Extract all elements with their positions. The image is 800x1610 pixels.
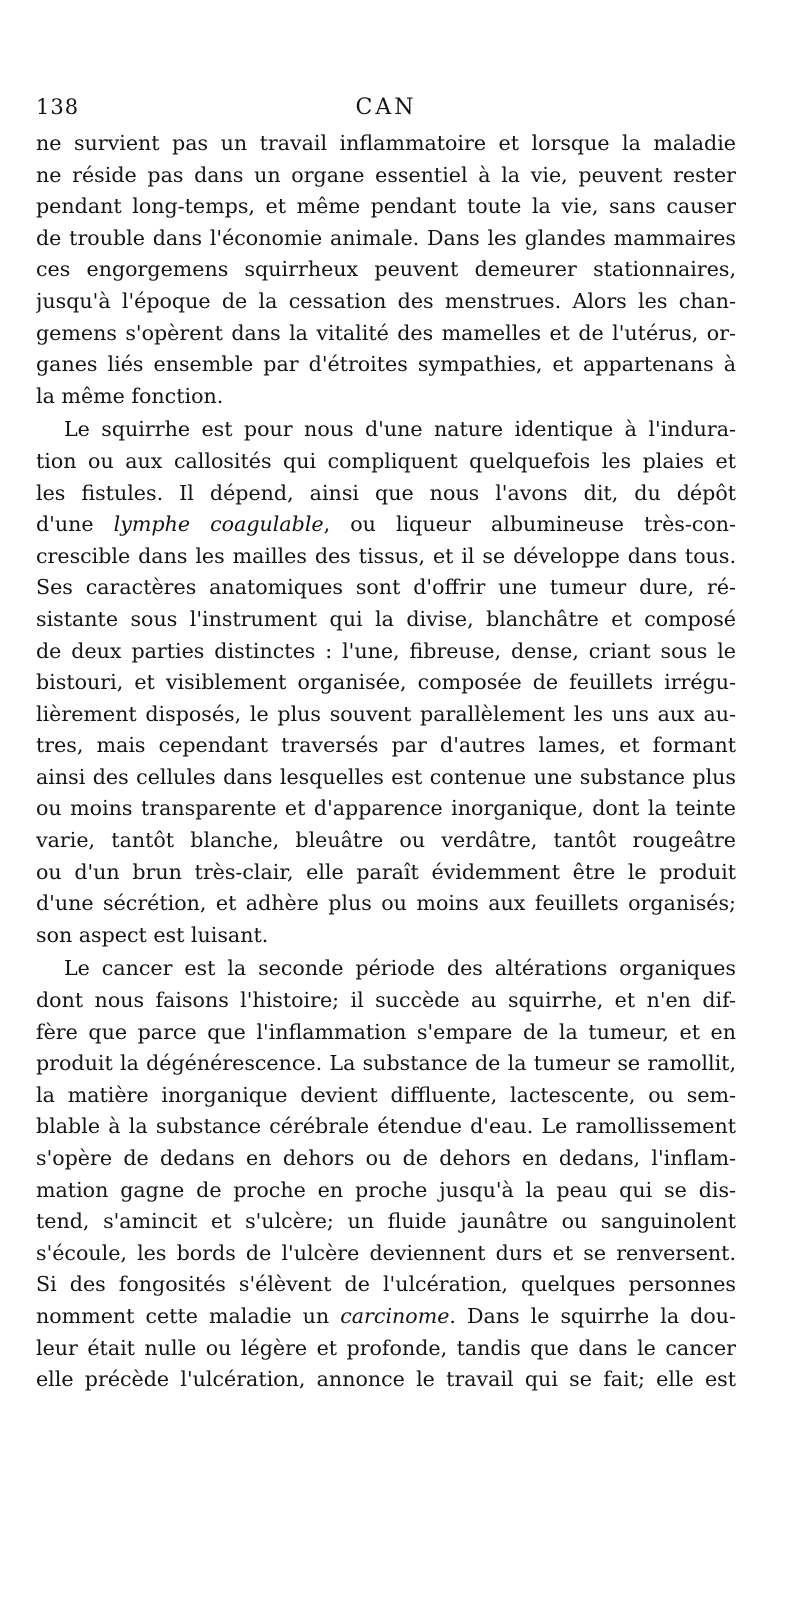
text-line: produit la dégénérescence. La substance de la tumeur se ramollit, bbox=[36, 1051, 736, 1076]
text-line: varie, tantôt blanche, bleuâtre ou verdâtre, tantôt rougeâtre bbox=[36, 828, 736, 853]
running-head bbox=[36, 95, 736, 127]
text-line: s'opère de dedans en dehors ou de dehors en dedans, l'inflam- bbox=[36, 1146, 736, 1170]
text-line: mation gagne de proche en proche jusqu'à la peau qui se dis- bbox=[36, 1177, 736, 1202]
text-line: gemens s'opèrent dans la vitalité des mamelles et de l'utérus, or- bbox=[36, 320, 736, 345]
text-line: sistante sous l'instrument qui la divise, blanchâtre et composé bbox=[36, 606, 736, 631]
text-line: fère que parce que l'inflammation s'empare de la tumeur, et en bbox=[36, 1019, 736, 1044]
text-line: jusqu'à l'époque de la cessation des menstrues. Alors les chan- bbox=[36, 288, 736, 313]
text-line: ganes liés ensemble par d'étroites sympathies, et appartenans à bbox=[36, 352, 736, 377]
text-line: elle précède l'ulcération, annonce le travail qui se fait; elle est bbox=[36, 1367, 736, 1392]
paragraph-2 bbox=[36, 414, 736, 951]
text-line: ne survient pas un travail inflammatoire et lorsque la maladie bbox=[36, 131, 736, 155]
text-line: ces engorgemens squirrheux peuvent demeurer stationnaires, bbox=[36, 257, 736, 282]
text-line: la même fonction. bbox=[36, 383, 224, 408]
text-line: les fistules. Il dépend, ainsi que nous l'avons dit, du dépôt bbox=[36, 480, 736, 505]
text-line: ou d'un brun très-clair, elle paraît évidemment être le produit bbox=[36, 859, 736, 884]
text-line: leur était nulle ou légère et profonde, tandis que dans le cancer bbox=[36, 1335, 736, 1360]
text-line: crescible dans les mailles des tissus, et il se développe dans tous. bbox=[36, 543, 736, 568]
paragraph-1 bbox=[36, 128, 736, 412]
text-line: dont nous faisons l'histoire; il succède au squirrhe, et n'en dif- bbox=[36, 988, 736, 1013]
text-line: tres, mais cependant traversés par d'autres lames, et formant bbox=[36, 733, 736, 758]
text-line: de deux parties distinctes : l'une, fibreuse, dense, criant sous le bbox=[36, 638, 736, 663]
text-line: de trouble dans l'économie animale. Dans les glandes mammaires bbox=[36, 225, 736, 250]
text-line: tion ou aux callosités qui compliquent quelquefois les plaies et bbox=[36, 448, 736, 473]
text-line: bistouri, et visiblement organisée, composée de feuillets irrégu- bbox=[36, 670, 736, 695]
text-line: blable à la substance cérébrale étendue d'eau. Le ramollissement bbox=[36, 1114, 736, 1139]
text-line: lièrement disposés, le plus souvent parallèlement les uns aux au- bbox=[36, 701, 736, 726]
text-line: d'une lymphe coagulable, ou liqueur albumineuse très-con- bbox=[36, 512, 736, 537]
text-line: son aspect est luisant. bbox=[36, 922, 269, 947]
text-line: Si des fongosités s'élèvent de l'ulcération, quelques personnes bbox=[36, 1272, 736, 1297]
text-line: d'une sécrétion, et adhère plus ou moins aux feuillets organisés; bbox=[36, 891, 736, 916]
text-line: s'écoule, les bords de l'ulcère deviennent durs et se renversent. bbox=[36, 1240, 736, 1265]
text-line: ou moins transparente et d'apparence inorganique, dont la teinte bbox=[36, 796, 736, 821]
page-number: 138 bbox=[36, 95, 80, 119]
text-line: nomment cette maladie un carcinome. Dans le squirrhe la dou- bbox=[36, 1303, 736, 1328]
text-line: tend, s'amincit et s'ulcère; un fluide jaunâtre ou sanguinolent bbox=[36, 1209, 736, 1234]
text-line: ne réside pas dans un organe essentiel à la vie, peuvent rester bbox=[36, 162, 736, 187]
text-line: Le squirrhe est pour nous d'une nature identique à l'indura- bbox=[64, 417, 736, 442]
text-line: pendant long-temps, et même pendant toute la vie, sans causer bbox=[36, 194, 736, 219]
text-line: Le cancer est la seconde période des altérations organiques bbox=[64, 956, 736, 981]
running-head-title: CAN bbox=[355, 95, 417, 120]
text-line: Ses caractères anatomiques sont d'offrir une tumeur dure, ré- bbox=[36, 575, 736, 600]
body-text bbox=[36, 128, 736, 1396]
paragraph-3 bbox=[36, 953, 736, 1395]
text-line: la matière inorganique devient diffluente, lactescente, ou sem- bbox=[36, 1082, 736, 1107]
text-line: ainsi des cellules dans lesquelles est contenue une substance plus bbox=[36, 764, 736, 789]
